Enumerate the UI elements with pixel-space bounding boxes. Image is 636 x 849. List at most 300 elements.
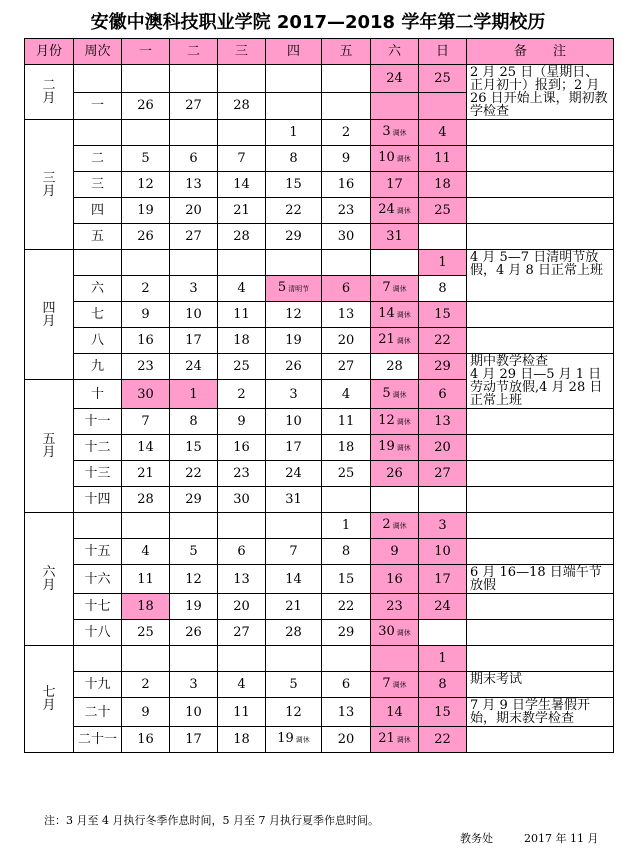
day-cell: 9 <box>218 409 266 435</box>
day-cell: 24 <box>266 461 322 487</box>
day-number: 25 <box>434 203 451 218</box>
day-number: 22 <box>434 333 451 348</box>
day-cell <box>170 646 218 672</box>
day-cell: 2 <box>218 380 266 409</box>
day-cell: 18 <box>218 328 266 354</box>
day-cell: 30 <box>322 224 371 250</box>
day-cell: 2 <box>322 120 371 146</box>
week-number-cell: 二十 <box>74 698 122 727</box>
week-number-cell: 十六 <box>74 565 122 594</box>
remark-cell <box>467 328 614 354</box>
day-cell <box>218 646 266 672</box>
day-number: 21 <box>378 332 395 347</box>
day-cell: 15 <box>170 435 218 461</box>
day-cell <box>419 727 467 753</box>
day-number: 15 <box>434 704 451 720</box>
day-cell <box>419 487 467 513</box>
remark-cell <box>467 172 614 198</box>
day-number: 1 <box>189 386 198 402</box>
remark-cell: 2 月 25 日（星期日、正月初十）报到；2 月 26 日开始上课，期初教学检查 <box>467 65 614 120</box>
day-cell <box>419 250 467 276</box>
day-cell <box>371 328 419 354</box>
day-cell <box>371 276 419 302</box>
week-row <box>25 727 614 753</box>
day-cell: 18 <box>218 727 266 753</box>
day-number: 25 <box>434 70 451 86</box>
day-cell: 14 <box>218 172 266 198</box>
day-number: 29 <box>434 359 451 374</box>
day-cell: 26 <box>170 620 218 646</box>
remark-cell: 期中教学检查 4 月 29 日—5 月 1 日劳动节放假,4 月 28 日正常上班 <box>467 354 614 409</box>
header-cell: 四 <box>266 39 322 65</box>
day-cell: 23 <box>218 461 266 487</box>
day-cell <box>122 250 170 276</box>
header-cell: 备 注 <box>467 39 614 65</box>
week-row <box>25 302 614 328</box>
day-cell: 28 <box>218 224 266 250</box>
day-cell: 11 <box>122 565 170 594</box>
day-cell: 8 <box>322 539 371 565</box>
day-cell: 13 <box>170 172 218 198</box>
day-cell: 15 <box>322 565 371 594</box>
day-cell: 11 <box>218 302 266 328</box>
week-number-cell: 一 <box>74 92 122 120</box>
header-cell: 六 <box>371 39 419 65</box>
week-row <box>25 461 614 487</box>
day-cell: 11 <box>218 698 266 727</box>
day-tag: 清明节 <box>288 285 310 293</box>
day-cell <box>266 92 322 120</box>
week-row <box>25 698 614 727</box>
day-cell <box>371 435 419 461</box>
header-cell: 三 <box>218 39 266 65</box>
header-cell: 二 <box>170 39 218 65</box>
day-cell <box>419 513 467 539</box>
day-cell: 28 <box>371 354 419 380</box>
day-tag: 调休 <box>392 522 407 530</box>
day-cell: 24 <box>170 354 218 380</box>
week-row <box>25 198 614 224</box>
day-cell <box>371 565 419 594</box>
day-tag: 调休 <box>396 311 411 319</box>
day-number: 14 <box>378 306 395 321</box>
day-cell: 14 <box>266 565 322 594</box>
week-row <box>25 539 614 565</box>
header-cell: 日 <box>419 39 467 65</box>
day-cell: 21 <box>218 198 266 224</box>
month-cell: 四 月 <box>25 250 74 380</box>
remark-cell <box>467 539 614 565</box>
day-cell: 2 <box>122 276 170 302</box>
day-number: 23 <box>386 599 403 614</box>
day-number: 12 <box>378 413 395 428</box>
header-cell: 五 <box>322 39 371 65</box>
day-cell: 20 <box>322 727 371 753</box>
header-cell: 周次 <box>74 39 122 65</box>
day-number: 24 <box>378 202 395 217</box>
day-cell <box>266 513 322 539</box>
day-cell <box>371 727 419 753</box>
day-cell: 3 <box>266 380 322 409</box>
week-number-cell: 九 <box>74 354 122 380</box>
day-cell <box>371 92 419 120</box>
day-number: 1 <box>438 651 447 666</box>
footnote: 注：3 月至 4 月执行冬季作息时间，5 月至 7 月执行夏季作息时间。 <box>44 814 379 827</box>
remark-cell: 期末考试 <box>467 672 614 698</box>
day-cell <box>371 65 419 93</box>
day-cell: 19 <box>122 198 170 224</box>
day-cell <box>419 461 467 487</box>
day-cell <box>266 727 322 753</box>
week-number-cell: 六 <box>74 276 122 302</box>
remark-cell <box>467 146 614 172</box>
header-cell: 月份 <box>25 39 74 65</box>
day-cell <box>170 250 218 276</box>
day-cell: 13 <box>322 302 371 328</box>
day-cell: 2 <box>122 672 170 698</box>
day-cell: 7 <box>266 539 322 565</box>
page-title: 安徽中澳科技职业学院 2017—2018 学年第二学期校历 <box>90 12 546 33</box>
day-number: 27 <box>434 466 451 481</box>
day-cell <box>266 646 322 672</box>
day-cell <box>371 513 419 539</box>
day-number: 24 <box>386 70 403 86</box>
remark-cell <box>467 435 614 461</box>
calendar-table <box>24 38 614 753</box>
day-cell: 5 <box>170 539 218 565</box>
day-cell <box>419 409 467 435</box>
day-number: 17 <box>386 177 403 192</box>
day-cell <box>419 539 467 565</box>
remark-cell <box>467 513 614 539</box>
day-cell <box>371 224 419 250</box>
week-row <box>25 224 614 250</box>
day-cell <box>419 380 467 409</box>
week-row <box>25 250 614 276</box>
day-cell <box>419 120 467 146</box>
day-tag: 调休 <box>396 629 411 637</box>
day-cell <box>419 198 467 224</box>
week-row <box>25 620 614 646</box>
day-cell <box>170 65 218 93</box>
day-cell: 27 <box>322 354 371 380</box>
month-cell: 七 月 <box>25 646 74 753</box>
month-cell: 六 月 <box>25 513 74 646</box>
day-cell <box>371 620 419 646</box>
day-cell: 21 <box>266 594 322 620</box>
day-number: 10 <box>434 544 451 559</box>
day-tag: 调休 <box>396 418 411 426</box>
day-cell: 6 <box>218 539 266 565</box>
day-number: 31 <box>386 229 403 244</box>
day-cell <box>371 380 419 409</box>
day-number: 13 <box>434 414 451 429</box>
day-number: 5 <box>277 280 287 295</box>
day-cell: 13 <box>322 698 371 727</box>
remark-cell <box>467 594 614 620</box>
day-cell: 29 <box>322 620 371 646</box>
week-number-cell: 七 <box>74 302 122 328</box>
remark-cell <box>467 120 614 146</box>
day-cell <box>419 594 467 620</box>
week-number-cell: 八 <box>74 328 122 354</box>
remark-cell: 7 月 9 日学生暑假开始，期末教学检查 <box>467 698 614 727</box>
issue-date: 2017 年 11 月 <box>524 832 599 845</box>
day-cell: 31 <box>266 487 322 513</box>
week-row <box>25 672 614 698</box>
day-cell <box>170 513 218 539</box>
remark-cell <box>467 302 614 328</box>
day-cell <box>419 435 467 461</box>
day-tag: 调休 <box>392 129 407 137</box>
week-number-cell: 十九 <box>74 672 122 698</box>
office-name: 教务处 <box>460 832 493 845</box>
week-row <box>25 65 614 93</box>
day-number: 18 <box>434 177 451 192</box>
day-number: 9 <box>390 544 399 559</box>
day-number: 5 <box>382 385 391 401</box>
day-number: 7 <box>382 676 391 691</box>
day-cell: 25 <box>218 354 266 380</box>
week-number-cell <box>74 65 122 93</box>
week-row <box>25 565 614 594</box>
day-cell <box>371 172 419 198</box>
week-number-cell: 二 <box>74 146 122 172</box>
day-cell: 12 <box>266 698 322 727</box>
day-number: 30 <box>378 624 395 639</box>
day-tag: 调休 <box>396 155 411 163</box>
week-row <box>25 172 614 198</box>
week-number-cell: 四 <box>74 198 122 224</box>
day-cell <box>218 65 266 93</box>
day-cell: 20 <box>218 594 266 620</box>
day-cell <box>218 513 266 539</box>
remark-cell <box>467 461 614 487</box>
day-cell <box>122 65 170 93</box>
day-cell <box>419 224 467 250</box>
day-tag: 调休 <box>396 337 411 345</box>
day-cell <box>122 120 170 146</box>
day-cell: 16 <box>122 727 170 753</box>
week-row <box>25 409 614 435</box>
day-cell <box>419 672 467 698</box>
day-cell: 17 <box>170 727 218 753</box>
week-number-cell: 十四 <box>74 487 122 513</box>
day-cell: 7 <box>218 146 266 172</box>
day-cell: 1 <box>322 513 371 539</box>
day-cell <box>371 302 419 328</box>
day-cell: 8 <box>266 146 322 172</box>
day-cell: 6 <box>322 672 371 698</box>
day-number: 19 <box>378 439 395 454</box>
day-number: 8 <box>438 677 447 692</box>
day-cell <box>122 513 170 539</box>
week-row <box>25 435 614 461</box>
day-cell: 4 <box>122 539 170 565</box>
day-cell <box>122 646 170 672</box>
day-cell <box>322 92 371 120</box>
week-number-cell: 十一 <box>74 409 122 435</box>
day-cell: 28 <box>266 620 322 646</box>
week-number-cell <box>74 120 122 146</box>
day-cell <box>419 328 467 354</box>
day-cell: 9 <box>122 302 170 328</box>
day-cell <box>419 646 467 672</box>
day-number: 6 <box>341 281 351 296</box>
week-number-cell <box>74 646 122 672</box>
day-number: 11 <box>434 151 451 166</box>
day-number: 6 <box>438 386 447 402</box>
day-cell <box>419 302 467 328</box>
day-number: 7 <box>382 280 391 295</box>
week-number-cell: 五 <box>74 224 122 250</box>
day-number: 17 <box>434 571 451 587</box>
day-cell <box>419 565 467 594</box>
day-cell: 10 <box>266 409 322 435</box>
day-number: 15 <box>434 307 451 322</box>
day-number: 30 <box>137 386 154 402</box>
day-cell: 23 <box>322 198 371 224</box>
day-cell: 29 <box>170 487 218 513</box>
day-cell: 8 <box>419 276 467 302</box>
day-cell: 12 <box>122 172 170 198</box>
day-cell: 3 <box>170 672 218 698</box>
day-cell: 17 <box>170 328 218 354</box>
day-cell: 17 <box>266 435 322 461</box>
day-cell: 9 <box>122 698 170 727</box>
day-cell: 12 <box>266 302 322 328</box>
day-cell: 8 <box>170 409 218 435</box>
day-tag: 调休 <box>396 736 411 744</box>
day-cell: 18 <box>322 435 371 461</box>
week-row <box>25 646 614 672</box>
week-number-cell <box>74 250 122 276</box>
day-cell <box>371 594 419 620</box>
day-cell <box>170 120 218 146</box>
week-row <box>25 487 614 513</box>
day-cell: 22 <box>170 461 218 487</box>
day-cell: 16 <box>322 172 371 198</box>
remark-cell <box>467 646 614 672</box>
week-number-cell <box>74 513 122 539</box>
week-row <box>25 120 614 146</box>
day-cell: 15 <box>266 172 322 198</box>
month-cell: 五 月 <box>25 380 74 513</box>
week-number-cell: 十八 <box>74 620 122 646</box>
day-number: 2 <box>382 517 391 532</box>
day-cell: 16 <box>122 328 170 354</box>
week-number-cell: 十五 <box>74 539 122 565</box>
day-cell: 1 <box>266 120 322 146</box>
day-cell: 4 <box>218 672 266 698</box>
day-cell <box>371 672 419 698</box>
day-tag: 调休 <box>392 285 407 293</box>
day-cell: 14 <box>122 435 170 461</box>
week-number-cell: 三 <box>74 172 122 198</box>
day-cell <box>371 539 419 565</box>
day-cell: 20 <box>322 328 371 354</box>
day-cell <box>371 409 419 435</box>
day-cell <box>218 120 266 146</box>
remark-cell <box>467 198 614 224</box>
day-cell <box>322 250 371 276</box>
day-cell: 25 <box>122 620 170 646</box>
day-number: 26 <box>386 466 403 481</box>
day-number: 10 <box>378 150 395 165</box>
remark-cell <box>467 727 614 753</box>
day-cell <box>419 65 467 93</box>
day-cell <box>419 620 467 646</box>
day-cell: 29 <box>266 224 322 250</box>
week-row <box>25 594 614 620</box>
day-cell <box>122 594 170 620</box>
month-cell: 三 月 <box>25 120 74 250</box>
day-cell <box>419 92 467 120</box>
day-cell <box>266 250 322 276</box>
day-tag: 调休 <box>295 736 310 744</box>
day-cell <box>371 698 419 727</box>
day-cell: 9 <box>322 146 371 172</box>
remark-cell <box>467 224 614 250</box>
day-cell <box>322 646 371 672</box>
week-number-cell: 十 <box>74 380 122 409</box>
day-cell: 11 <box>322 409 371 435</box>
day-cell: 27 <box>218 620 266 646</box>
day-number: 3 <box>438 518 447 533</box>
month-cell: 二 月 <box>25 65 74 120</box>
week-row <box>25 146 614 172</box>
day-number: 18 <box>137 599 154 614</box>
week-number-cell: 十三 <box>74 461 122 487</box>
day-cell: 22 <box>322 594 371 620</box>
day-cell <box>371 250 419 276</box>
day-cell <box>218 250 266 276</box>
day-cell <box>322 276 371 302</box>
day-cell: 26 <box>266 354 322 380</box>
week-row <box>25 513 614 539</box>
day-cell <box>322 65 371 93</box>
day-cell <box>419 146 467 172</box>
day-cell: 28 <box>218 92 266 120</box>
day-tag: 调休 <box>392 681 407 689</box>
day-tag: 调休 <box>392 390 407 399</box>
day-number: 21 <box>378 731 395 746</box>
day-cell: 27 <box>170 92 218 120</box>
day-tag: 调休 <box>396 444 411 452</box>
week-number-cell: 十七 <box>74 594 122 620</box>
day-cell <box>371 198 419 224</box>
day-cell <box>371 120 419 146</box>
day-cell: 5 <box>266 672 322 698</box>
day-cell: 25 <box>322 461 371 487</box>
day-number: 20 <box>434 440 451 455</box>
day-cell <box>170 380 218 409</box>
header-row <box>25 39 614 65</box>
day-cell: 28 <box>122 487 170 513</box>
day-cell: 5 <box>122 146 170 172</box>
day-cell <box>322 487 371 513</box>
remark-cell <box>467 620 614 646</box>
week-row <box>25 328 614 354</box>
day-tag: 调休 <box>396 207 411 215</box>
day-cell: 3 <box>170 276 218 302</box>
week-row <box>25 354 614 380</box>
day-cell: 16 <box>218 435 266 461</box>
day-number: 14 <box>386 704 403 720</box>
remark-cell: 6 月 16—18 日端午节放假 <box>467 565 614 594</box>
day-number: 19 <box>277 731 294 746</box>
day-number: 4 <box>438 125 447 140</box>
